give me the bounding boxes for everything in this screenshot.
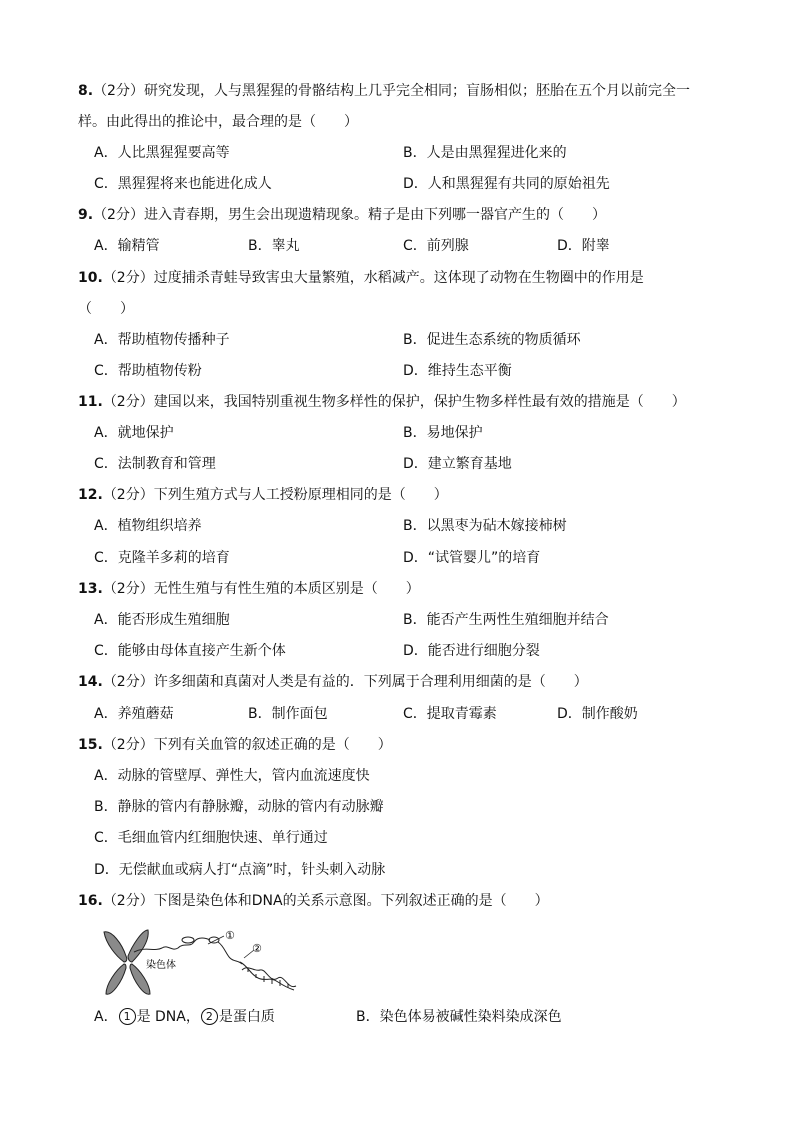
question-15-option-d[interactable]: D．无偿献血或病人打“点滴”时，针头刺入动脉 — [94, 862, 386, 878]
question-15-option-a[interactable]: A．动脉的管壁厚、弹性大，管内血流速度快 — [94, 768, 370, 784]
question-score: （2分） — [102, 270, 154, 286]
question-number: 11. — [78, 394, 103, 410]
question-10-option-d[interactable]: D．维持生态平衡 — [403, 363, 512, 379]
question-score: （2分） — [93, 207, 144, 223]
question-15-option-b[interactable]: B．静脉的管内有静脉瓣，动脉的管内有动脉瓣 — [94, 799, 384, 815]
circled-1: 1 — [119, 1008, 136, 1025]
stem-text: 下列生殖方式与人工授粉原理相同的是（ ） — [153, 487, 448, 503]
stem-text: 下列有关血管的叙述正确的是（ ） — [153, 737, 392, 753]
question-11-option-b[interactable]: B．易地保护 — [403, 425, 483, 441]
question-14-option-a[interactable]: A．养殖蘑菇 — [94, 706, 174, 722]
question-10-option-b[interactable]: B．促进生态系统的物质循环 — [403, 332, 581, 348]
question-12-option-c[interactable]: C．克隆羊多莉的培育 — [94, 550, 230, 566]
question-score: （2分） — [93, 83, 144, 99]
question-number: 9. — [78, 207, 94, 223]
stem-text: 过度捕杀青蛙导致害虫大量繁殖，水稻减产。这体现了动物在生物圈中的作用是 — [153, 270, 644, 286]
question-14-option-b[interactable]: B．制作面包 — [248, 706, 328, 722]
question-11-stem — [78, 392, 686, 412]
stem-text: 下图是染色体和DNA的关系示意图。下列叙述正确的是（ ） — [153, 893, 549, 909]
question-13-option-a[interactable]: A．能否形成生殖细胞 — [94, 612, 230, 628]
question-16-option-b[interactable]: B．染色体易被碱性染料染成深色 — [356, 1009, 562, 1025]
question-number: 14. — [78, 674, 103, 690]
question-13-option-c[interactable]: C．能够由母体直接产生新个体 — [94, 643, 286, 659]
question-13-stem — [78, 579, 420, 599]
stem-text: 进入青春期，男生会出现遗精现象。精子是由下列哪一器官产生的（ ） — [143, 207, 606, 223]
question-number: 8. — [78, 83, 94, 99]
question-16-stem — [78, 891, 549, 911]
question-score: （2分） — [102, 674, 154, 690]
question-8-option-d[interactable]: D．人和黑猩猩有共同的原始祖先 — [403, 176, 610, 192]
question-number: 15. — [78, 737, 103, 753]
question-14-option-c[interactable]: C．提取青霉素 — [403, 706, 497, 722]
question-10-stem-line-2: （ ） — [78, 301, 134, 317]
option-text: 是 DNA， — [136, 1009, 200, 1025]
question-14-option-d[interactable]: D．制作酸奶 — [557, 706, 638, 722]
question-12-stem — [78, 485, 448, 505]
question-14-stem — [78, 672, 588, 692]
question-number: 16. — [78, 893, 103, 909]
question-9-option-a[interactable]: A．输精管 — [94, 238, 160, 254]
question-10-option-a[interactable]: A．帮助植物传播种子 — [94, 332, 230, 348]
question-11-option-a[interactable]: A．就地保护 — [94, 425, 174, 441]
question-15-option-c[interactable]: C．毛细血管内红细胞快速、单行通过 — [94, 830, 328, 846]
chromosome-shape — [104, 930, 150, 994]
question-12-option-a[interactable]: A．植物组织培养 — [94, 518, 202, 534]
question-9-stem — [78, 205, 606, 225]
option-text: 是蛋白质 — [218, 1009, 275, 1025]
question-score: （2分） — [102, 487, 154, 503]
question-9-option-b[interactable]: B．睾丸 — [248, 238, 300, 254]
stem-text: 无性生殖与有性生殖的本质区别是（ ） — [153, 581, 420, 597]
stem-text: 研究发现，人与黑猩猩的骨骼结构上几乎完全相同；盲肠相似；胚胎在五个月以前完全一 — [143, 83, 690, 99]
question-13-option-d[interactable]: D．能否进行细胞分裂 — [403, 643, 540, 659]
question-10-stem-line-1 — [78, 268, 644, 288]
option-prefix: A． — [94, 1009, 118, 1025]
question-score: （2分） — [102, 394, 154, 410]
question-11-option-c[interactable]: C．法制教育和管理 — [94, 456, 216, 472]
question-12-option-b[interactable]: B．以黑枣为砧木嫁接柿树 — [403, 518, 567, 534]
stem-text: 许多细菌和真菌对人类是有益的．下列属于合理利用细菌的是（ ） — [153, 674, 588, 690]
chromosome-dna-figure — [98, 926, 308, 998]
question-number: 13. — [78, 581, 103, 597]
question-8-option-b[interactable]: B．人是由黑猩猩进化来的 — [403, 145, 567, 161]
question-number: 10. — [78, 270, 103, 286]
question-9-option-d[interactable]: D．附睾 — [557, 238, 610, 254]
question-number: 12. — [78, 487, 103, 503]
question-score: （2分） — [102, 581, 154, 597]
question-score: （2分） — [102, 737, 154, 753]
question-13-option-b[interactable]: B．能否产生两性生殖细胞并结合 — [403, 612, 609, 628]
question-8-stem-line-1 — [78, 81, 690, 101]
question-15-stem — [78, 735, 392, 755]
dna-helix — [240, 962, 296, 990]
marker-2: ② — [252, 942, 262, 955]
stem-text: 建国以来，我国特别重视生物多样性的保护，保护生物多样性最有效的措施是（ ） — [153, 394, 686, 410]
marker-1: ① — [225, 929, 235, 942]
question-8-option-c[interactable]: C．黑猩猩将来也能进化成人 — [94, 176, 272, 192]
question-11-option-d[interactable]: D．建立繁育基地 — [403, 456, 512, 472]
question-8-option-a[interactable]: A．人比黑猩猩要高等 — [94, 145, 230, 161]
question-10-option-c[interactable]: C．帮助植物传粉 — [94, 363, 202, 379]
question-9-option-c[interactable]: C．前列腺 — [403, 238, 469, 254]
question-16-option-a[interactable] — [94, 1007, 275, 1027]
question-score: （2分） — [102, 893, 154, 909]
circled-2: 2 — [201, 1008, 218, 1025]
chromosome-label: 染色体 — [146, 960, 176, 971]
question-12-option-d[interactable]: D．“试管婴儿”的培育 — [403, 550, 541, 566]
question-8-stem-line-2: 样。由此得出的推论中，最合理的是（ ） — [78, 114, 358, 130]
